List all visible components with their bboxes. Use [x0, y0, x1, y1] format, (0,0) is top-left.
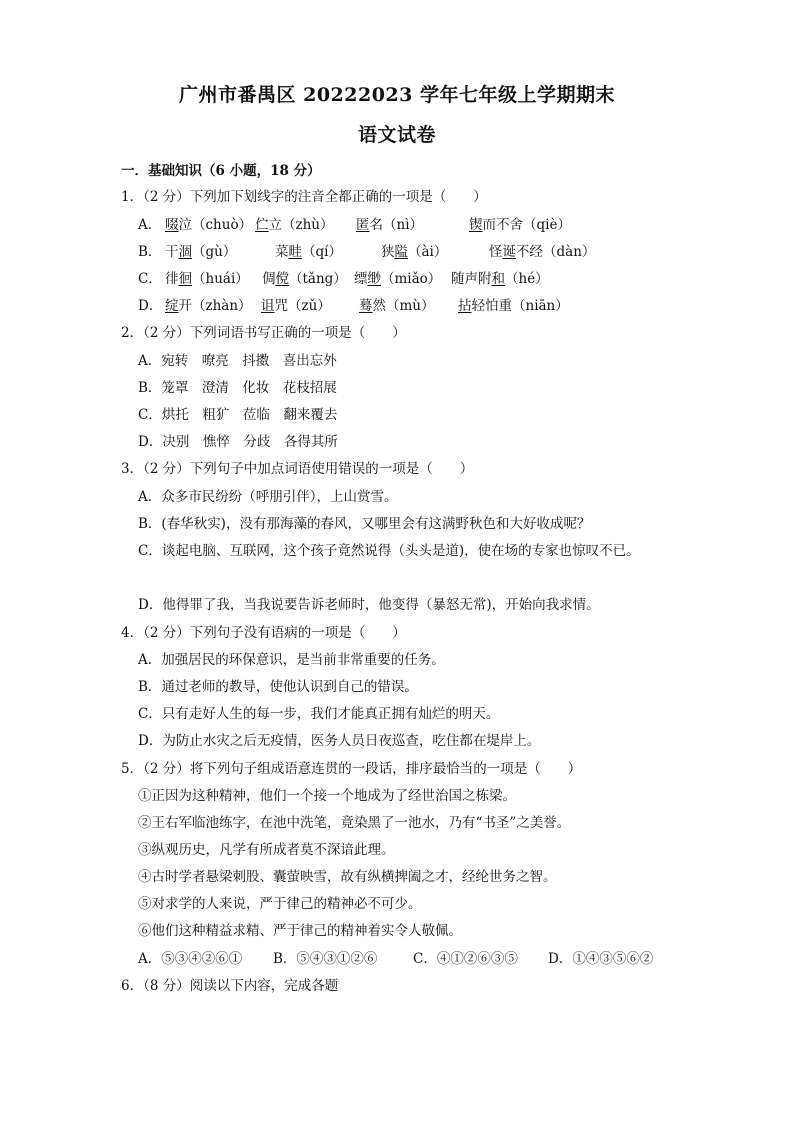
option-label: C．: [138, 271, 162, 287]
question-5-options: [138, 950, 654, 968]
question-5-option-b: B．⑤④③①②⑥: [273, 951, 378, 967]
question-3-option-c: C．谈起电脑、互联网，这个孩子竟然说得（头头是道)，使在场的专家也惊叹不已。: [138, 543, 640, 559]
question-6-stem: 6．（8 分）阅读以下内容，完成各题: [121, 978, 339, 994]
question-4-option-a: A．加强居民的环保意识，是当前非常重要的任务。: [138, 652, 445, 668]
question-1-option-d: D． 绽开（zhàn） 诅咒（zǔ） 蓦然（mù） 拈轻怕重（niān）: [138, 298, 569, 314]
question-5-sentence-6: ⑥他们这种精益求精、严于律己的精神着实令人敬佩。: [138, 923, 462, 939]
question-5-option-c: C．④①②⑥③⑤: [413, 951, 518, 967]
question-3-option-a: A．众多市民纷纷（呼朋引伴），上山赏雪。: [138, 489, 398, 505]
question-3-option-b: B．(春华秋实)，没有那海藻的春风，又哪里会有这满野秋色和大好收成呢？: [138, 516, 591, 532]
option-label: B．: [138, 244, 162, 260]
question-5-sentence-2: ②王右军临池练字，在池中洗笔，竟染黑了一池水，乃有“书圣”之美誉。: [138, 815, 571, 831]
question-2-option-c: C．烘托 粗犷 莅临 翻来覆去: [138, 407, 338, 423]
exam-title: 广州市番禺区 20222023 学年七年级上学期期末: [179, 84, 615, 106]
question-5-sentence-4: ④古时学者悬梁刺股、囊萤映雪，故有纵横捭阖之才，经纶世务之智。: [138, 869, 557, 885]
question-5-sentence-1: ①正因为这种精神，他们一个接一个地成为了经世治国之栋梁。: [138, 788, 516, 804]
question-4-option-b: B．通过老师的教导，使他认识到自己的错误。: [138, 679, 418, 695]
question-2-option-d: D．决别 憔悴 分歧 各得其所: [138, 434, 338, 450]
question-5-option-d: D．①④③⑤⑥②: [548, 951, 654, 967]
question-2-option-b: B．笼罩 澄清 化妆 花枝招展: [138, 380, 337, 396]
exam-subtitle: 语文试卷: [357, 124, 436, 146]
question-5-sentence-5: ⑤对求学的人来说，严于律己的精神必不可少。: [138, 896, 422, 912]
question-5-stem: 5．（2 分）将下列句子组成语意连贯的一段话，排序最恰当的一项是（ ）: [121, 761, 582, 777]
option-label: A．: [138, 217, 162, 233]
question-5-sentence-3: ③纵观历史，凡学有所成者莫不深谙此理。: [138, 842, 395, 858]
question-4-option-c: C．只有走好人生的每一步，我们才能真正拥有灿烂的明天。: [138, 706, 500, 722]
question-3-option-d: D．他得罪了我，当我说要告诉老师时，他变得（暴怒无常)，开始向我求情。: [138, 597, 600, 613]
question-1-stem: 1．（2 分）下列加下划线字的注音全都正确的一项是（ ）: [121, 189, 487, 205]
question-2-option-a: A．宛转 嘹亮 抖擞 喜出忘外: [138, 353, 337, 369]
question-4-stem: 4．（2 分）下列句子没有语病的一项是（ ）: [121, 625, 406, 641]
option-label: D．: [138, 298, 163, 314]
question-1-option-b: B． 干涸（gù） 菜畦（qí） 狭隘（ài） 怪诞不经（dàn）: [138, 244, 596, 260]
question-1-option-a: A． 啜泣（chuò） 伫立（zhù） 匿名（nì） 锲而不舍（qiè）: [138, 217, 571, 233]
question-5-option-a: A．⑤③④②⑥①: [138, 951, 243, 967]
section-heading: 一．基础知识（6 小题，18 分）: [121, 163, 321, 179]
question-4-option-d: D．为防止水灾之后无疫情，医务人员日夜巡查，吃住都在堤岸上。: [138, 733, 541, 749]
question-2-stem: 2．（2 分）下列词语书写正确的一项是（ ）: [121, 325, 406, 341]
question-3-stem: 3．（2 分）下列句子中加点词语使用错误的一项是（ ）: [121, 461, 474, 477]
question-1-option-c: C． 徘徊（huái） 倜傥（tǎng） 缥缈（miǎo） 随声附和（hé）: [138, 271, 549, 287]
